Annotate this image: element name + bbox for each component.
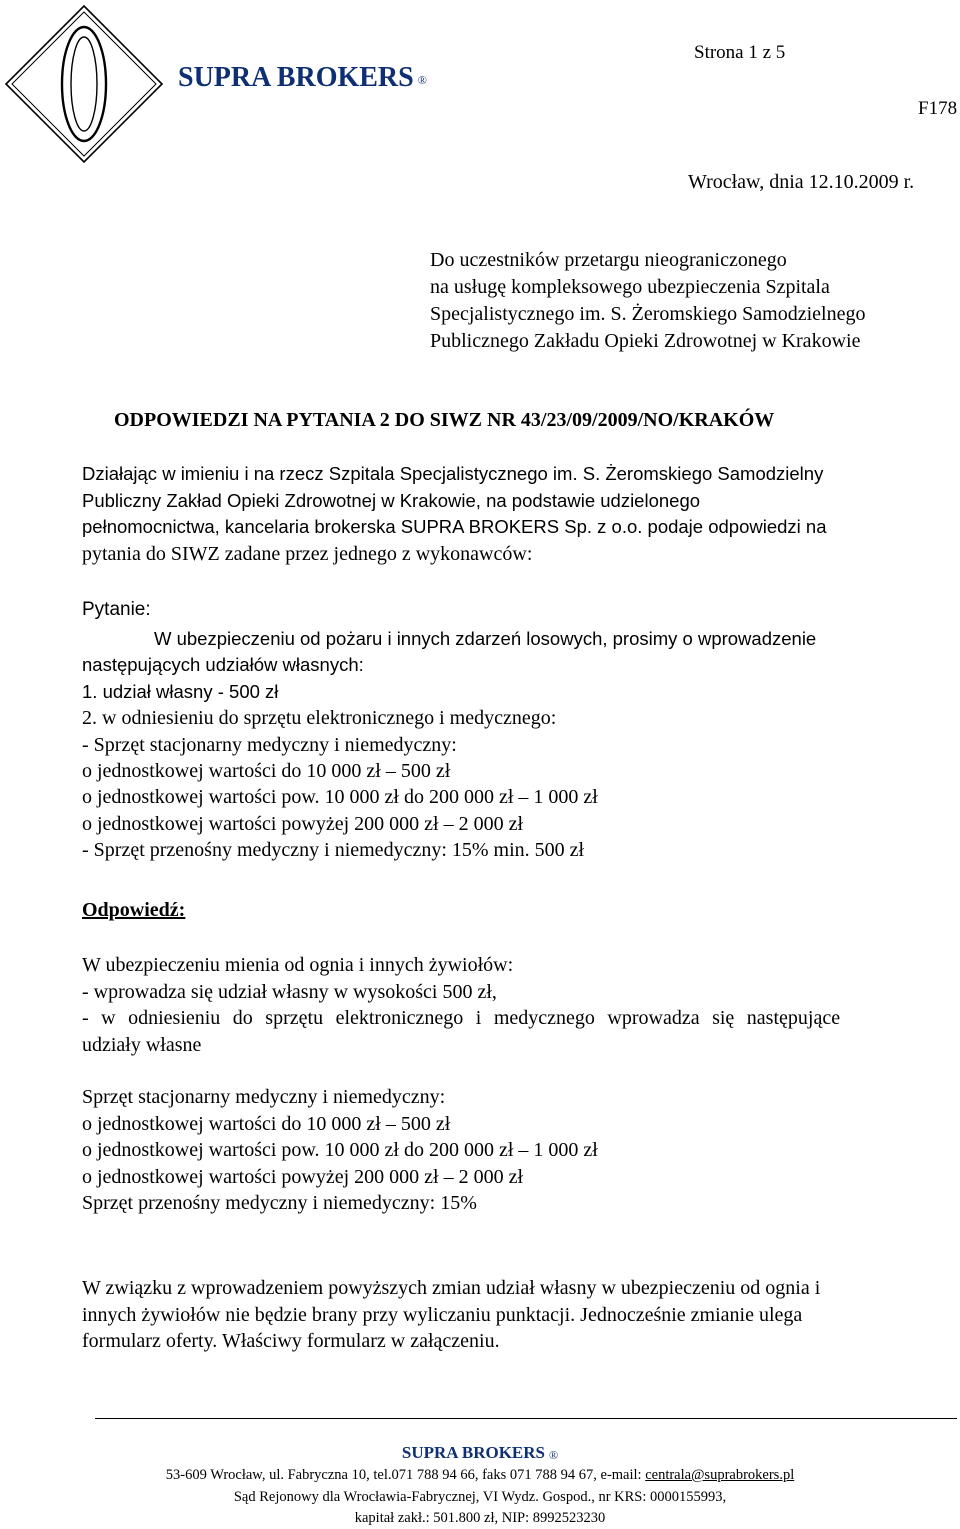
answer-line: udziały własne xyxy=(82,1033,202,1056)
question-line: o jednostkowej wartości powyżej 200 000 zł – 2 000 zł xyxy=(82,812,524,835)
recipient-line: na usługę kompleksowego ubezpieczenia Szpitala xyxy=(430,276,830,298)
form-code: F178 xyxy=(918,98,958,119)
recipient-line: Specjalistycznego im. S. Żeromskiego Samodzielnego xyxy=(430,303,866,325)
answer-line: innych żywiołów nie będzie brany przy wyliczaniu punktacji. Jednocześnie zmianie ulega xyxy=(82,1303,803,1326)
question-label: Pytanie: xyxy=(82,599,151,620)
question-line: - Sprzęt przenośny medyczny i niemedyczny: 15% min. 500 zł xyxy=(82,839,585,862)
recipient-line: Publicznego Zakładu Opieki Zdrowotnej w Krakowie xyxy=(430,330,861,352)
answer-line: Sprzęt przenośny medyczny i niemedyczny: 15% xyxy=(82,1192,477,1214)
intro-line: pełnomocnictwa, kancelaria brokerska SUPRA BROKERS Sp. z o.o. podaje odpowiedzi na xyxy=(82,516,827,537)
footer-divider xyxy=(95,1418,957,1419)
footer-email-link[interactable]: centrala@suprabrokers.pl xyxy=(645,1467,795,1483)
question-line: o jednostkowej wartości do 10 000 zł – 500 zł xyxy=(82,760,451,783)
intro-paragraph xyxy=(82,461,958,567)
date-line: Wrocław, dnia 12.10.2009 r. xyxy=(688,171,915,193)
question-line: 1. udział własny - 500 zł xyxy=(82,680,279,702)
intro-line: Publiczny Zakład Opieki Zdrowotnej w Krakowie, na podstawie udzielonego xyxy=(82,489,701,511)
answer-label: Odpowiedź: xyxy=(82,899,186,921)
footer-address: 53-609 Wrocław, ul. Fabryczna 10, tel.071 788 94 66, faks 071 788 94 67, e-mail: centrala@suprabrokers.pl xyxy=(165,1467,795,1483)
answer-line: Sprzęt stacjonarny medyczny i niemedyczny: xyxy=(82,1086,446,1108)
supra-brokers-logo xyxy=(0,0,168,168)
answer-line: o jednostkowej wartości pow. 10 000 zł do 200 000 zł – 1 000 zł xyxy=(82,1139,598,1161)
answer-line: o jednostkowej wartości do 10 000 zł – 500 zł xyxy=(82,1112,451,1135)
footer-court: Sąd Rejonowy dla Wrocławia-Fabrycznej, VI Wydz. Gospod., nr KRS: 0000155993, xyxy=(233,1489,727,1505)
question-line: 2. w odniesieniu do sprzętu elektronicznego i medycznego: xyxy=(82,707,557,730)
question-line: następujących udziałów własnych: xyxy=(82,654,364,676)
footer-brand: SUPRA BROKERS ® xyxy=(401,1443,559,1462)
document-title: ODPOWIEDZI NA PYTANIA 2 DO SIWZ NR 43/23/09/2009/NO/KRAKÓW xyxy=(114,409,775,431)
answer-line: W związku z wprowadzeniem powyższych zmian udział własny w ubezpieczeniu od ognia i xyxy=(82,1277,821,1299)
answer-line: formularz oferty. Właściwy formularz w załączeniu. xyxy=(82,1330,500,1352)
recipient-block xyxy=(430,247,865,355)
intro-line: pytania do SIWZ zadane przez jednego z wykonawców: xyxy=(82,542,533,565)
question-line: o jednostkowej wartości pow. 10 000 zł do 200 000 zł – 1 000 zł xyxy=(82,786,598,809)
question-line: W ubezpieczeniu od pożaru i innych zdarzeń losowych, prosimy o wprowadzenie xyxy=(154,628,817,649)
answer-block-3 xyxy=(82,1275,958,1355)
answer-line: - wprowadza się udział własny w wysokości 500 zł, xyxy=(82,980,497,1003)
answer-block-2 xyxy=(82,1084,958,1217)
brand-name: SUPRA BROKERS ® xyxy=(178,62,427,93)
page-info: Strona 1 z 5 xyxy=(694,42,786,63)
recipient-line: Do uczestników przetargu nieograniczonego xyxy=(430,249,787,271)
intro-line: Działając w imieniu i na rzecz Szpitala Specjalistycznego im. S. Żeromskiego Samodzielny xyxy=(82,463,824,484)
answer-line: - w odniesieniu do sprzętu elektronicznego i medycznego wprowadza się następujące xyxy=(82,1007,841,1029)
answer-line: o jednostkowej wartości powyżej 200 000 zł – 2 000 zł xyxy=(82,1165,524,1188)
answer-block-1 xyxy=(82,952,958,1058)
question-line: - Sprzęt stacjonarny medyczny i niemedyczny: xyxy=(82,733,457,756)
answer-line: W ubezpieczeniu mienia od ognia i innych żywiołów: xyxy=(82,954,514,976)
question-body xyxy=(82,626,958,864)
footer-capital: kapitał zakł.: 501.800 zł, NIP: 8992523230 xyxy=(354,1510,606,1526)
